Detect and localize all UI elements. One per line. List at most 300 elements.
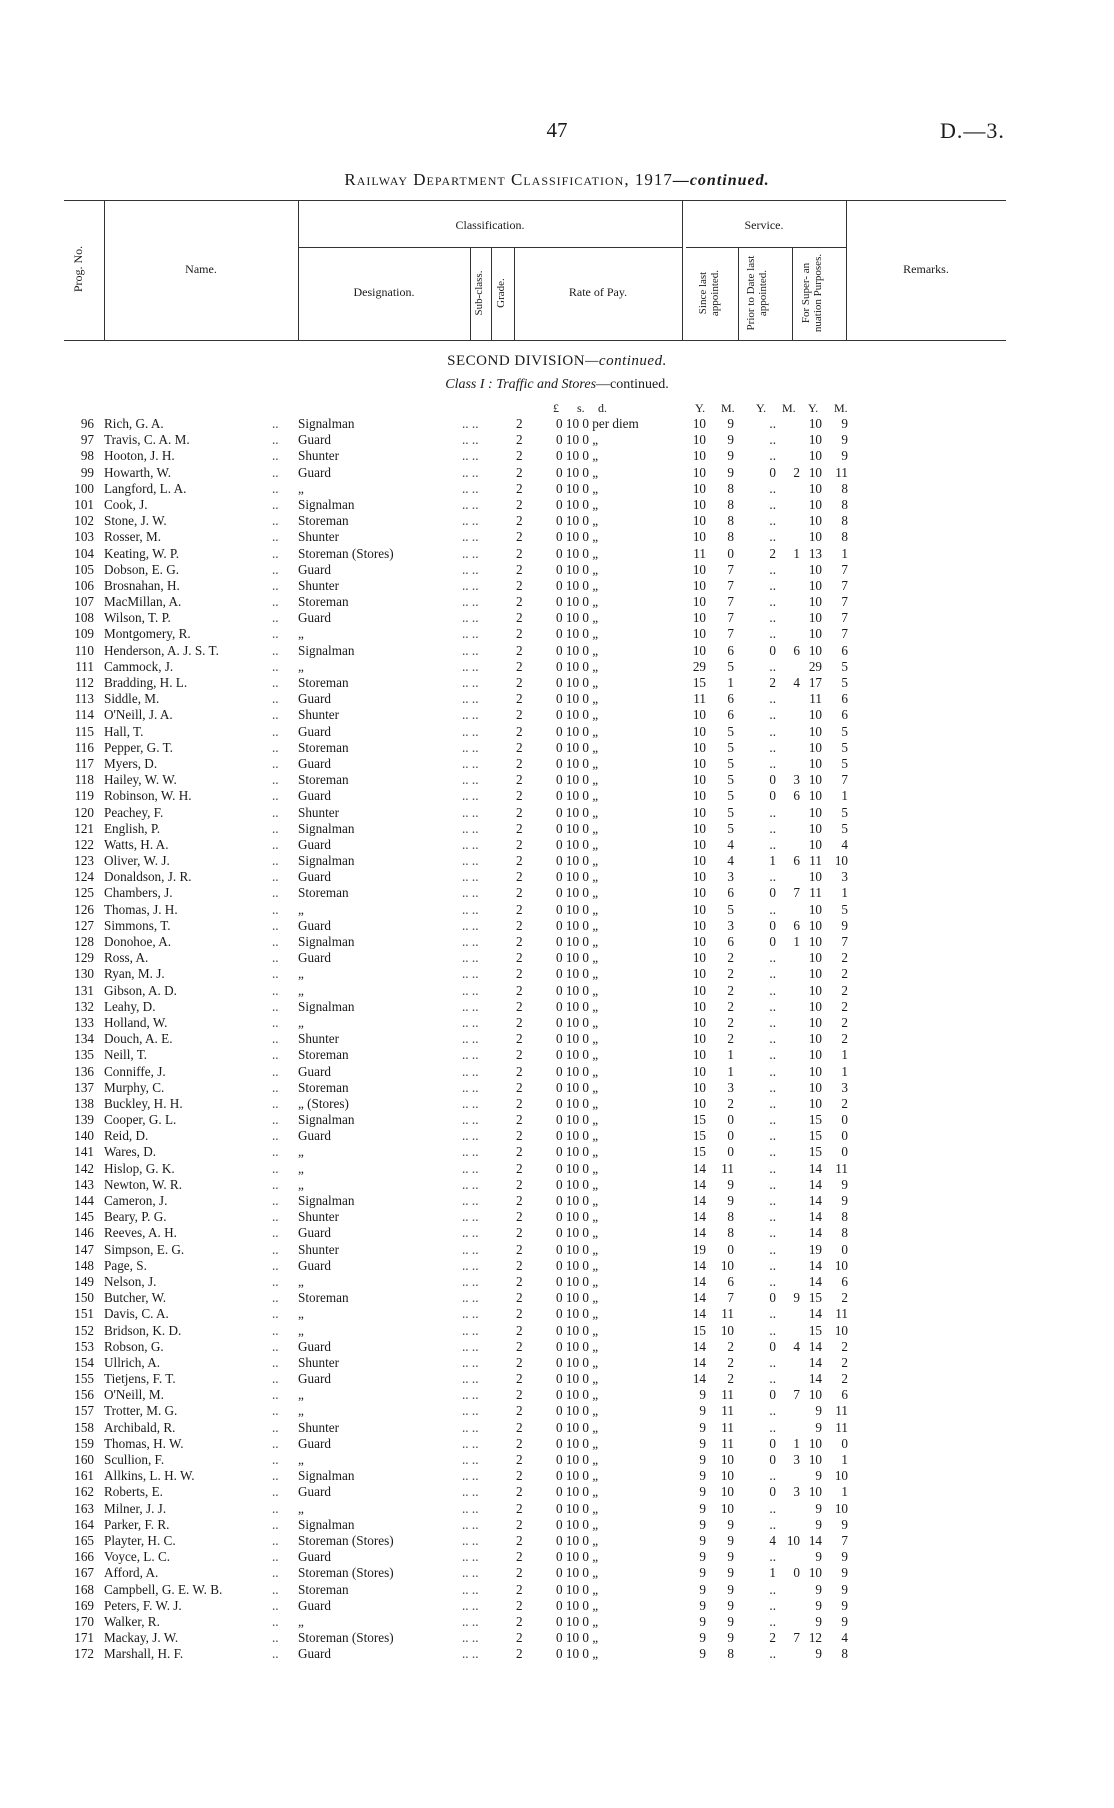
leader-dots: .. .. <box>462 739 479 755</box>
super-years: 14 <box>808 1209 822 1225</box>
since-years: 10 <box>692 529 706 545</box>
designation: Storeman <box>298 739 349 755</box>
rate-of-pay: 0 10 0 „ <box>556 1597 599 1613</box>
since-months: 2 <box>727 1338 734 1354</box>
leader-dots: .. <box>272 901 279 917</box>
since-years: 9 <box>699 1630 706 1646</box>
leader-dots: .. <box>272 853 279 869</box>
super-months: 10 <box>834 1257 848 1273</box>
prog-number: 112 <box>74 675 94 690</box>
employee-name: Trotter, M. G. <box>104 1403 178 1419</box>
grade: 2 <box>516 1484 523 1500</box>
since-years: 10 <box>692 432 706 448</box>
super-months: 9 <box>841 432 848 448</box>
rate-of-pay: 0 10 0 „ <box>556 836 599 852</box>
super-months: 10 <box>834 1322 848 1338</box>
since-years: 15 <box>692 675 706 690</box>
prog-number: 159 <box>74 1435 94 1451</box>
since-years: 10 <box>692 610 706 626</box>
rate-of-pay: 0 10 0 „ <box>556 529 599 545</box>
employee-name: Walker, R. <box>104 1613 160 1629</box>
prior-months: 1 <box>793 1435 800 1451</box>
prior-years: .. <box>769 739 776 755</box>
rate-of-pay: 0 10 0 „ <box>556 1160 599 1176</box>
rate-of-pay: 0 10 0 „ <box>556 1290 599 1306</box>
prog-number: 121 <box>74 820 94 836</box>
leader-dots: .. .. <box>462 982 479 998</box>
prior-years: .. <box>769 513 776 529</box>
division-name: SECOND DIVISION <box>447 353 586 369</box>
employee-name: Ryan, M. J. <box>104 966 165 982</box>
super-years: 10 <box>808 561 822 577</box>
grade: 2 <box>516 853 523 869</box>
employee-name: Marshall, H. F. <box>104 1646 184 1662</box>
page-number: 47 <box>546 118 568 142</box>
prior-months: 4 <box>793 675 800 690</box>
leader-dots: .. .. <box>462 1160 479 1176</box>
designation: Guard <box>298 1484 331 1500</box>
super-months: 2 <box>841 1031 848 1047</box>
prog-number: 142 <box>74 1160 94 1176</box>
header-since-last: Since last appointed. <box>697 269 721 317</box>
super-years: 15 <box>808 1112 822 1128</box>
since-years: 10 <box>692 416 706 431</box>
super-years: 10 <box>808 1387 822 1403</box>
since-years: 14 <box>692 1176 706 1192</box>
since-months: 5 <box>727 804 734 820</box>
employee-name: Buckley, H. H. <box>104 1095 183 1111</box>
prior-years: .. <box>769 804 776 820</box>
since-years: 9 <box>699 1597 706 1613</box>
prior-years: .. <box>769 1581 776 1597</box>
prior-years: .. <box>769 594 776 610</box>
leader-dots: .. <box>272 691 279 707</box>
designation: Storeman <box>298 772 349 788</box>
prior-months: 0 <box>793 1565 800 1581</box>
grade: 2 <box>516 1419 523 1435</box>
classification-rule <box>298 247 682 248</box>
grade: 2 <box>516 707 523 723</box>
prior-years: .. <box>769 982 776 998</box>
since-months: 2 <box>727 982 734 998</box>
super-months: 5 <box>841 723 848 739</box>
employee-table <box>0 416 1114 1662</box>
super-years: 10 <box>808 820 822 836</box>
header-superannuation: For Super- an nuation Purposes. <box>800 253 824 333</box>
designation: Shunter <box>298 448 340 464</box>
prior-years: .. <box>769 950 776 966</box>
employee-name: Hooton, J. H. <box>104 448 175 464</box>
super-months: 3 <box>841 1079 848 1095</box>
grade: 2 <box>516 1371 523 1387</box>
since-months: 4 <box>727 853 734 869</box>
leader-dots: .. .. <box>462 1193 479 1208</box>
leader-dots: .. <box>272 1371 279 1387</box>
grade: 2 <box>516 1063 523 1079</box>
super-months: 2 <box>841 1371 848 1387</box>
prior-years: .. <box>769 626 776 642</box>
prog-number: 141 <box>74 1144 94 1160</box>
prog-number: 123 <box>74 853 94 869</box>
table-row <box>0 465 1114 481</box>
grade: 2 <box>516 626 523 642</box>
designation: Guard <box>298 836 331 852</box>
unit-month-total: M. <box>834 401 848 415</box>
prog-number: 140 <box>74 1128 94 1144</box>
super-years: 10 <box>808 788 822 804</box>
grade: 2 <box>516 772 523 788</box>
super-years: 15 <box>808 1144 822 1160</box>
since-years: 9 <box>699 1532 706 1548</box>
table-row <box>0 1582 1114 1598</box>
employee-name: Myers, D. <box>104 755 158 771</box>
prior-years: .. <box>769 836 776 852</box>
designation: Signalman <box>298 642 355 658</box>
prior-years: 0 <box>769 464 776 480</box>
since-years: 9 <box>699 1452 706 1467</box>
since-years: 9 <box>699 1549 706 1565</box>
rate-of-pay: 0 10 0 „ <box>556 1484 599 1500</box>
grade: 2 <box>516 432 523 448</box>
employee-name: MacMillan, A. <box>104 594 182 610</box>
super-years: 10 <box>808 513 822 529</box>
employee-name: Allkins, L. H. W. <box>104 1468 195 1484</box>
leader-dots: .. <box>272 480 279 496</box>
since-months: 3 <box>727 917 734 933</box>
leader-dots: .. <box>272 1079 279 1095</box>
leader-dots: .. .. <box>462 1144 479 1160</box>
rate-of-pay: 0 10 0 „ <box>556 1014 599 1030</box>
super-years: 10 <box>808 1452 822 1467</box>
prior-years: .. <box>769 1079 776 1095</box>
super-years: 14 <box>808 1273 822 1289</box>
prog-number: 113 <box>74 691 94 707</box>
designation: Shunter <box>298 1354 340 1370</box>
header-service: Service. <box>744 218 784 232</box>
grade: 2 <box>516 496 523 512</box>
leader-dots: .. <box>272 1047 279 1063</box>
super-years: 10 <box>808 836 822 852</box>
grade: 2 <box>516 1597 523 1613</box>
designation: Guard <box>298 950 331 966</box>
prog-number: 148 <box>74 1257 94 1273</box>
rate-of-pay: 0 10 0 „ <box>556 1435 599 1451</box>
super-years: 10 <box>808 480 822 496</box>
rate-of-pay: 0 10 0 „ <box>556 1354 599 1370</box>
leader-dots: .. .. <box>462 1516 479 1532</box>
prior-years: 0 <box>769 1290 776 1306</box>
since-years: 11 <box>693 545 706 561</box>
employee-name: Holland, W. <box>104 1014 168 1030</box>
employee-name: Ross, A. <box>104 950 149 966</box>
prior-years: 0 <box>769 642 776 658</box>
table-row <box>0 1193 1114 1209</box>
since-months: 9 <box>727 1613 734 1629</box>
since-years: 10 <box>692 804 706 820</box>
super-months: 2 <box>841 982 848 998</box>
super-months: 5 <box>841 658 848 674</box>
since-years: 10 <box>692 577 706 593</box>
prog-number: 129 <box>74 950 94 966</box>
grade: 2 <box>516 1047 523 1063</box>
since-months: 5 <box>727 788 734 804</box>
grade: 2 <box>516 1468 523 1484</box>
table-row <box>0 1177 1114 1193</box>
table-row <box>0 626 1114 642</box>
since-months: 9 <box>727 1630 734 1646</box>
super-months: 5 <box>841 739 848 755</box>
rate-of-pay: 0 10 0 per diem <box>556 416 639 431</box>
prog-number: 170 <box>74 1613 94 1629</box>
since-years: 10 <box>692 934 706 949</box>
col-divider <box>491 247 492 340</box>
super-months: 6 <box>841 707 848 723</box>
super-months: 9 <box>841 448 848 464</box>
super-years: 10 <box>808 934 822 949</box>
super-months: 5 <box>841 820 848 836</box>
super-months: 2 <box>841 1290 848 1306</box>
table-row <box>0 562 1114 578</box>
super-months: 9 <box>841 917 848 933</box>
table-row <box>0 1565 1114 1581</box>
since-years: 10 <box>692 1031 706 1047</box>
employee-name: Tietjens, F. T. <box>104 1371 176 1387</box>
table-row <box>0 756 1114 772</box>
super-years: 10 <box>808 998 822 1014</box>
since-years: 9 <box>699 1565 706 1581</box>
employee-name: Hailey, W. W. <box>104 772 177 788</box>
super-years: 11 <box>809 885 822 901</box>
since-months: 9 <box>727 1193 734 1208</box>
super-months: 2 <box>841 1095 848 1111</box>
prog-number: 172 <box>74 1646 94 1662</box>
leader-dots: .. <box>272 1193 279 1208</box>
designation: Guard <box>298 1063 331 1079</box>
leader-dots: .. .. <box>462 1630 479 1646</box>
leader-dots: .. .. <box>462 1047 479 1063</box>
prior-years: 0 <box>769 934 776 949</box>
rate-of-pay: 0 10 0 „ <box>556 1193 599 1208</box>
grade: 2 <box>516 1112 523 1128</box>
leader-dots: .. <box>272 1209 279 1225</box>
employee-name: Campbell, G. E. W. B. <box>104 1581 223 1597</box>
grade: 2 <box>516 1500 523 1516</box>
since-months: 7 <box>727 561 734 577</box>
employee-name: Davis, C. A. <box>104 1306 169 1322</box>
prog-number: 104 <box>74 545 94 561</box>
since-months: 9 <box>727 1549 734 1565</box>
table-row <box>0 643 1114 659</box>
super-years: 14 <box>808 1193 822 1208</box>
prior-years: .. <box>769 1193 776 1208</box>
since-years: 10 <box>692 853 706 869</box>
table-row <box>0 740 1114 756</box>
designation: Storeman <box>298 1047 349 1063</box>
designation: Guard <box>298 869 331 885</box>
table-row <box>0 1387 1114 1403</box>
rate-of-pay: 0 10 0 „ <box>556 561 599 577</box>
grade: 2 <box>516 1403 523 1419</box>
designation: Storeman (Stores) <box>298 1630 394 1646</box>
since-years: 9 <box>699 1435 706 1451</box>
rate-of-pay: 0 10 0 „ <box>556 610 599 626</box>
leader-dots: .. .. <box>462 755 479 771</box>
leader-dots: .. <box>272 885 279 901</box>
since-months: 10 <box>720 1257 734 1273</box>
leader-dots: .. .. <box>462 1403 479 1419</box>
table-row <box>0 1452 1114 1468</box>
table-row <box>0 821 1114 837</box>
rate-of-pay: 0 10 0 „ <box>556 869 599 885</box>
leader-dots: .. .. <box>462 804 479 820</box>
leader-dots: .. <box>272 642 279 658</box>
super-years: 10 <box>808 950 822 966</box>
designation: „ <box>298 1144 304 1160</box>
table-row <box>0 1339 1114 1355</box>
since-years: 10 <box>692 626 706 642</box>
employee-name: Brosnahan, H. <box>104 577 180 593</box>
prior-years: .. <box>769 1225 776 1241</box>
grade: 2 <box>516 739 523 755</box>
leader-dots: .. <box>272 1646 279 1662</box>
super-years: 10 <box>808 626 822 642</box>
designation: „ <box>298 658 304 674</box>
super-months: 9 <box>841 1565 848 1581</box>
prog-number: 165 <box>74 1532 94 1548</box>
rate-of-pay: 0 10 0 „ <box>556 642 599 658</box>
prog-number: 124 <box>74 869 94 885</box>
since-months: 2 <box>727 1031 734 1047</box>
employee-name: Siddle, M. <box>104 691 160 707</box>
designation: Signalman <box>298 1468 355 1484</box>
designation: Guard <box>298 561 331 577</box>
designation: Storeman <box>298 675 349 690</box>
designation: „ <box>298 480 304 496</box>
super-years: 9 <box>815 1468 822 1484</box>
prog-number: 127 <box>74 917 94 933</box>
super-years: 10 <box>808 1014 822 1030</box>
table-row <box>0 1161 1114 1177</box>
super-years: 9 <box>815 1419 822 1435</box>
employee-name: Wilson, T. P. <box>104 610 171 626</box>
designation: „ <box>298 901 304 917</box>
table-row <box>0 1242 1114 1258</box>
since-months: 5 <box>727 820 734 836</box>
grade: 2 <box>516 755 523 771</box>
since-years: 11 <box>693 691 706 707</box>
leader-dots: .. .. <box>462 1014 479 1030</box>
super-years: 10 <box>808 642 822 658</box>
leader-dots: .. .. <box>462 966 479 982</box>
super-years: 9 <box>815 1613 822 1629</box>
leader-dots: .. <box>272 577 279 593</box>
leader-dots: .. <box>272 788 279 804</box>
designation: Storeman <box>298 885 349 901</box>
since-years: 9 <box>699 1613 706 1629</box>
designation: Guard <box>298 1435 331 1451</box>
grade: 2 <box>516 675 523 690</box>
leader-dots: .. <box>272 804 279 820</box>
units-row <box>0 401 1114 417</box>
leader-dots: .. .. <box>462 658 479 674</box>
rate-of-pay: 0 10 0 „ <box>556 1516 599 1532</box>
table-row <box>0 1501 1114 1517</box>
designation: Shunter <box>298 1419 340 1435</box>
super-years: 29 <box>808 658 822 674</box>
table-row <box>0 675 1114 691</box>
grade: 2 <box>516 1322 523 1338</box>
super-years: 10 <box>808 1047 822 1063</box>
prior-years: .. <box>769 448 776 464</box>
rate-of-pay: 0 10 0 „ <box>556 982 599 998</box>
rate-of-pay: 0 10 0 „ <box>556 480 599 496</box>
grade: 2 <box>516 723 523 739</box>
leader-dots: .. <box>272 1128 279 1144</box>
employee-name: Oliver, W. J. <box>104 853 170 869</box>
grade: 2 <box>516 1095 523 1111</box>
employee-name: Thomas, J. H. <box>104 901 178 917</box>
grade: 2 <box>516 464 523 480</box>
super-months: 7 <box>841 561 848 577</box>
grade: 2 <box>516 1565 523 1581</box>
employee-name: Dobson, E. G. <box>104 561 180 577</box>
super-years: 14 <box>808 1306 822 1322</box>
leader-dots: .. <box>272 1063 279 1079</box>
prior-years: .. <box>769 1306 776 1322</box>
leader-dots: .. <box>272 966 279 982</box>
grade: 2 <box>516 998 523 1014</box>
grade: 2 <box>516 1144 523 1160</box>
employee-name: Simmons, T. <box>104 917 171 933</box>
employee-name: English, P. <box>104 820 161 836</box>
header-remarks: Remarks. <box>903 262 949 276</box>
super-years: 10 <box>808 917 822 933</box>
since-months: 8 <box>727 1209 734 1225</box>
leader-dots: .. <box>272 1516 279 1532</box>
employee-name: Cooper, G. L. <box>104 1112 177 1128</box>
leader-dots: .. <box>272 934 279 949</box>
employee-name: Reid, D. <box>104 1128 149 1144</box>
leader-dots: .. .. <box>462 917 479 933</box>
prior-years: .. <box>769 1095 776 1111</box>
designation: Storeman <box>298 513 349 529</box>
designation: Signalman <box>298 1193 355 1208</box>
super-months: 1 <box>841 1452 848 1467</box>
employee-name: Archibald, R. <box>104 1419 176 1435</box>
prog-number: 106 <box>74 577 94 593</box>
grade: 2 <box>516 966 523 982</box>
super-years: 19 <box>808 1241 822 1257</box>
employee-name: Leahy, D. <box>104 998 156 1014</box>
leader-dots: .. .. <box>462 1241 479 1257</box>
prog-number: 143 <box>74 1176 94 1192</box>
page-title <box>0 170 1114 190</box>
super-months: 1 <box>841 1484 848 1500</box>
leader-dots: .. <box>272 723 279 739</box>
since-years: 10 <box>692 950 706 966</box>
leader-dots: .. .. <box>462 950 479 966</box>
prior-years: .. <box>769 1014 776 1030</box>
rate-of-pay: 0 10 0 „ <box>556 1047 599 1063</box>
prior-years: 1 <box>769 1565 776 1581</box>
table-row <box>0 1015 1114 1031</box>
prior-years: .. <box>769 1354 776 1370</box>
table-row <box>0 966 1114 982</box>
leader-dots: .. .. <box>462 675 479 690</box>
prog-number: 99 <box>80 464 94 480</box>
since-months: 8 <box>727 529 734 545</box>
super-months: 1 <box>841 1063 848 1079</box>
